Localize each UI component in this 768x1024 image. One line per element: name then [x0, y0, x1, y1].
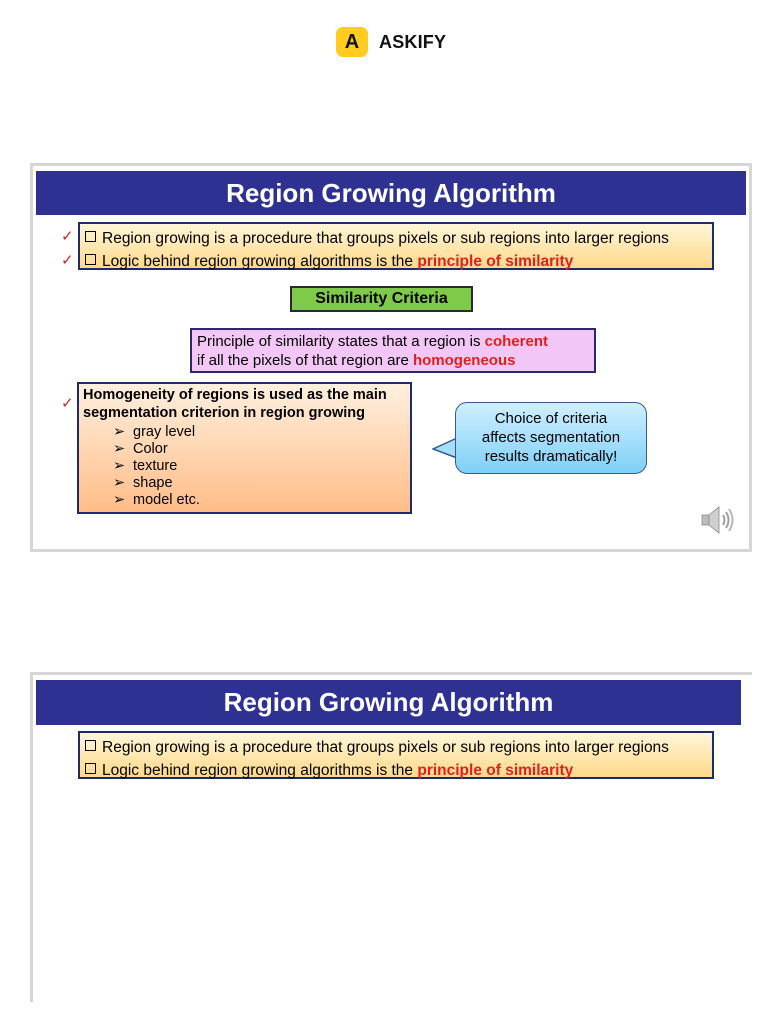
intro-item: [85, 227, 712, 250]
principle-highlight: homogeneous: [412, 352, 516, 369]
intro-item: [85, 736, 712, 759]
callout-bubble: [455, 402, 647, 474]
list-item-text: shape: [133, 475, 173, 491]
principle-text: Principle of similarity states that a region is: [197, 333, 485, 350]
list-item-text: texture: [133, 458, 178, 474]
list-item: [113, 492, 410, 509]
askify-logo[interactable]: [336, 27, 446, 57]
criteria-list: [83, 424, 410, 509]
logo-text: ASKIFY: [379, 31, 447, 52]
list-item: [113, 424, 410, 441]
checkbox-bullet-icon: [85, 231, 96, 242]
speaker-icon[interactable]: [701, 504, 737, 536]
intro-highlight: principle of similarity: [417, 762, 574, 779]
intro-highlight: principle of similarity: [417, 253, 574, 270]
principle-text: if all the pixels of that region are: [197, 352, 413, 369]
callout-text: affects segmentation: [481, 429, 621, 446]
intro-text: Region growing is a procedure that groups pixels or sub regions into larger regions: [102, 230, 669, 247]
list-item: [113, 475, 410, 492]
logo-mark: A: [336, 27, 368, 57]
intro-box: [78, 731, 714, 779]
principle-highlight: coherent: [484, 333, 548, 350]
homogeneity-heading: segmentation criterion in region growing: [83, 405, 365, 421]
slide-title: Region Growing Algorithm: [36, 171, 746, 215]
slide-2: [30, 672, 752, 1002]
list-item-text: model etc.: [133, 492, 200, 508]
homogeneity-heading: Homogeneity of regions is used as the main: [83, 387, 387, 403]
list-item-text: gray level: [133, 424, 196, 440]
principle-line: [197, 351, 594, 370]
checkmark-icon: ✓: [61, 228, 74, 245]
homogeneity-box: [77, 382, 412, 514]
arrow-bullet-icon: ➢: [113, 458, 126, 474]
intro-box: [78, 222, 714, 270]
intro-text: Logic behind region growing algorithms is the: [102, 253, 418, 270]
checkmark-icon: ✓: [61, 395, 74, 412]
principle-box: [190, 328, 596, 373]
arrow-bullet-icon: ➢: [113, 441, 126, 457]
arrow-bullet-icon: ➢: [113, 424, 126, 440]
intro-item: [85, 759, 712, 782]
list-item-text: Color: [133, 441, 168, 457]
callout-text: results dramatically!: [484, 448, 618, 465]
intro-text: Region growing is a procedure that groups pixels or sub regions into larger regions: [102, 739, 669, 756]
slide-1: [30, 163, 752, 552]
checkbox-bullet-icon: [85, 763, 96, 774]
arrow-bullet-icon: ➢: [113, 492, 126, 508]
intro-text: Logic behind region growing algorithms is the: [102, 762, 418, 779]
slide-title: Region Growing Algorithm: [36, 680, 741, 725]
principle-line: [197, 332, 594, 351]
callout-text: Choice of criteria: [494, 410, 608, 427]
checkbox-bullet-icon: [85, 740, 96, 751]
list-item: [113, 458, 410, 475]
checkmark-icon: ✓: [61, 252, 74, 269]
checkbox-bullet-icon: [85, 254, 96, 265]
similarity-criteria-label: Similarity Criteria: [290, 286, 473, 312]
list-item: [113, 441, 410, 458]
intro-item: [85, 250, 712, 273]
arrow-bullet-icon: ➢: [113, 475, 126, 491]
